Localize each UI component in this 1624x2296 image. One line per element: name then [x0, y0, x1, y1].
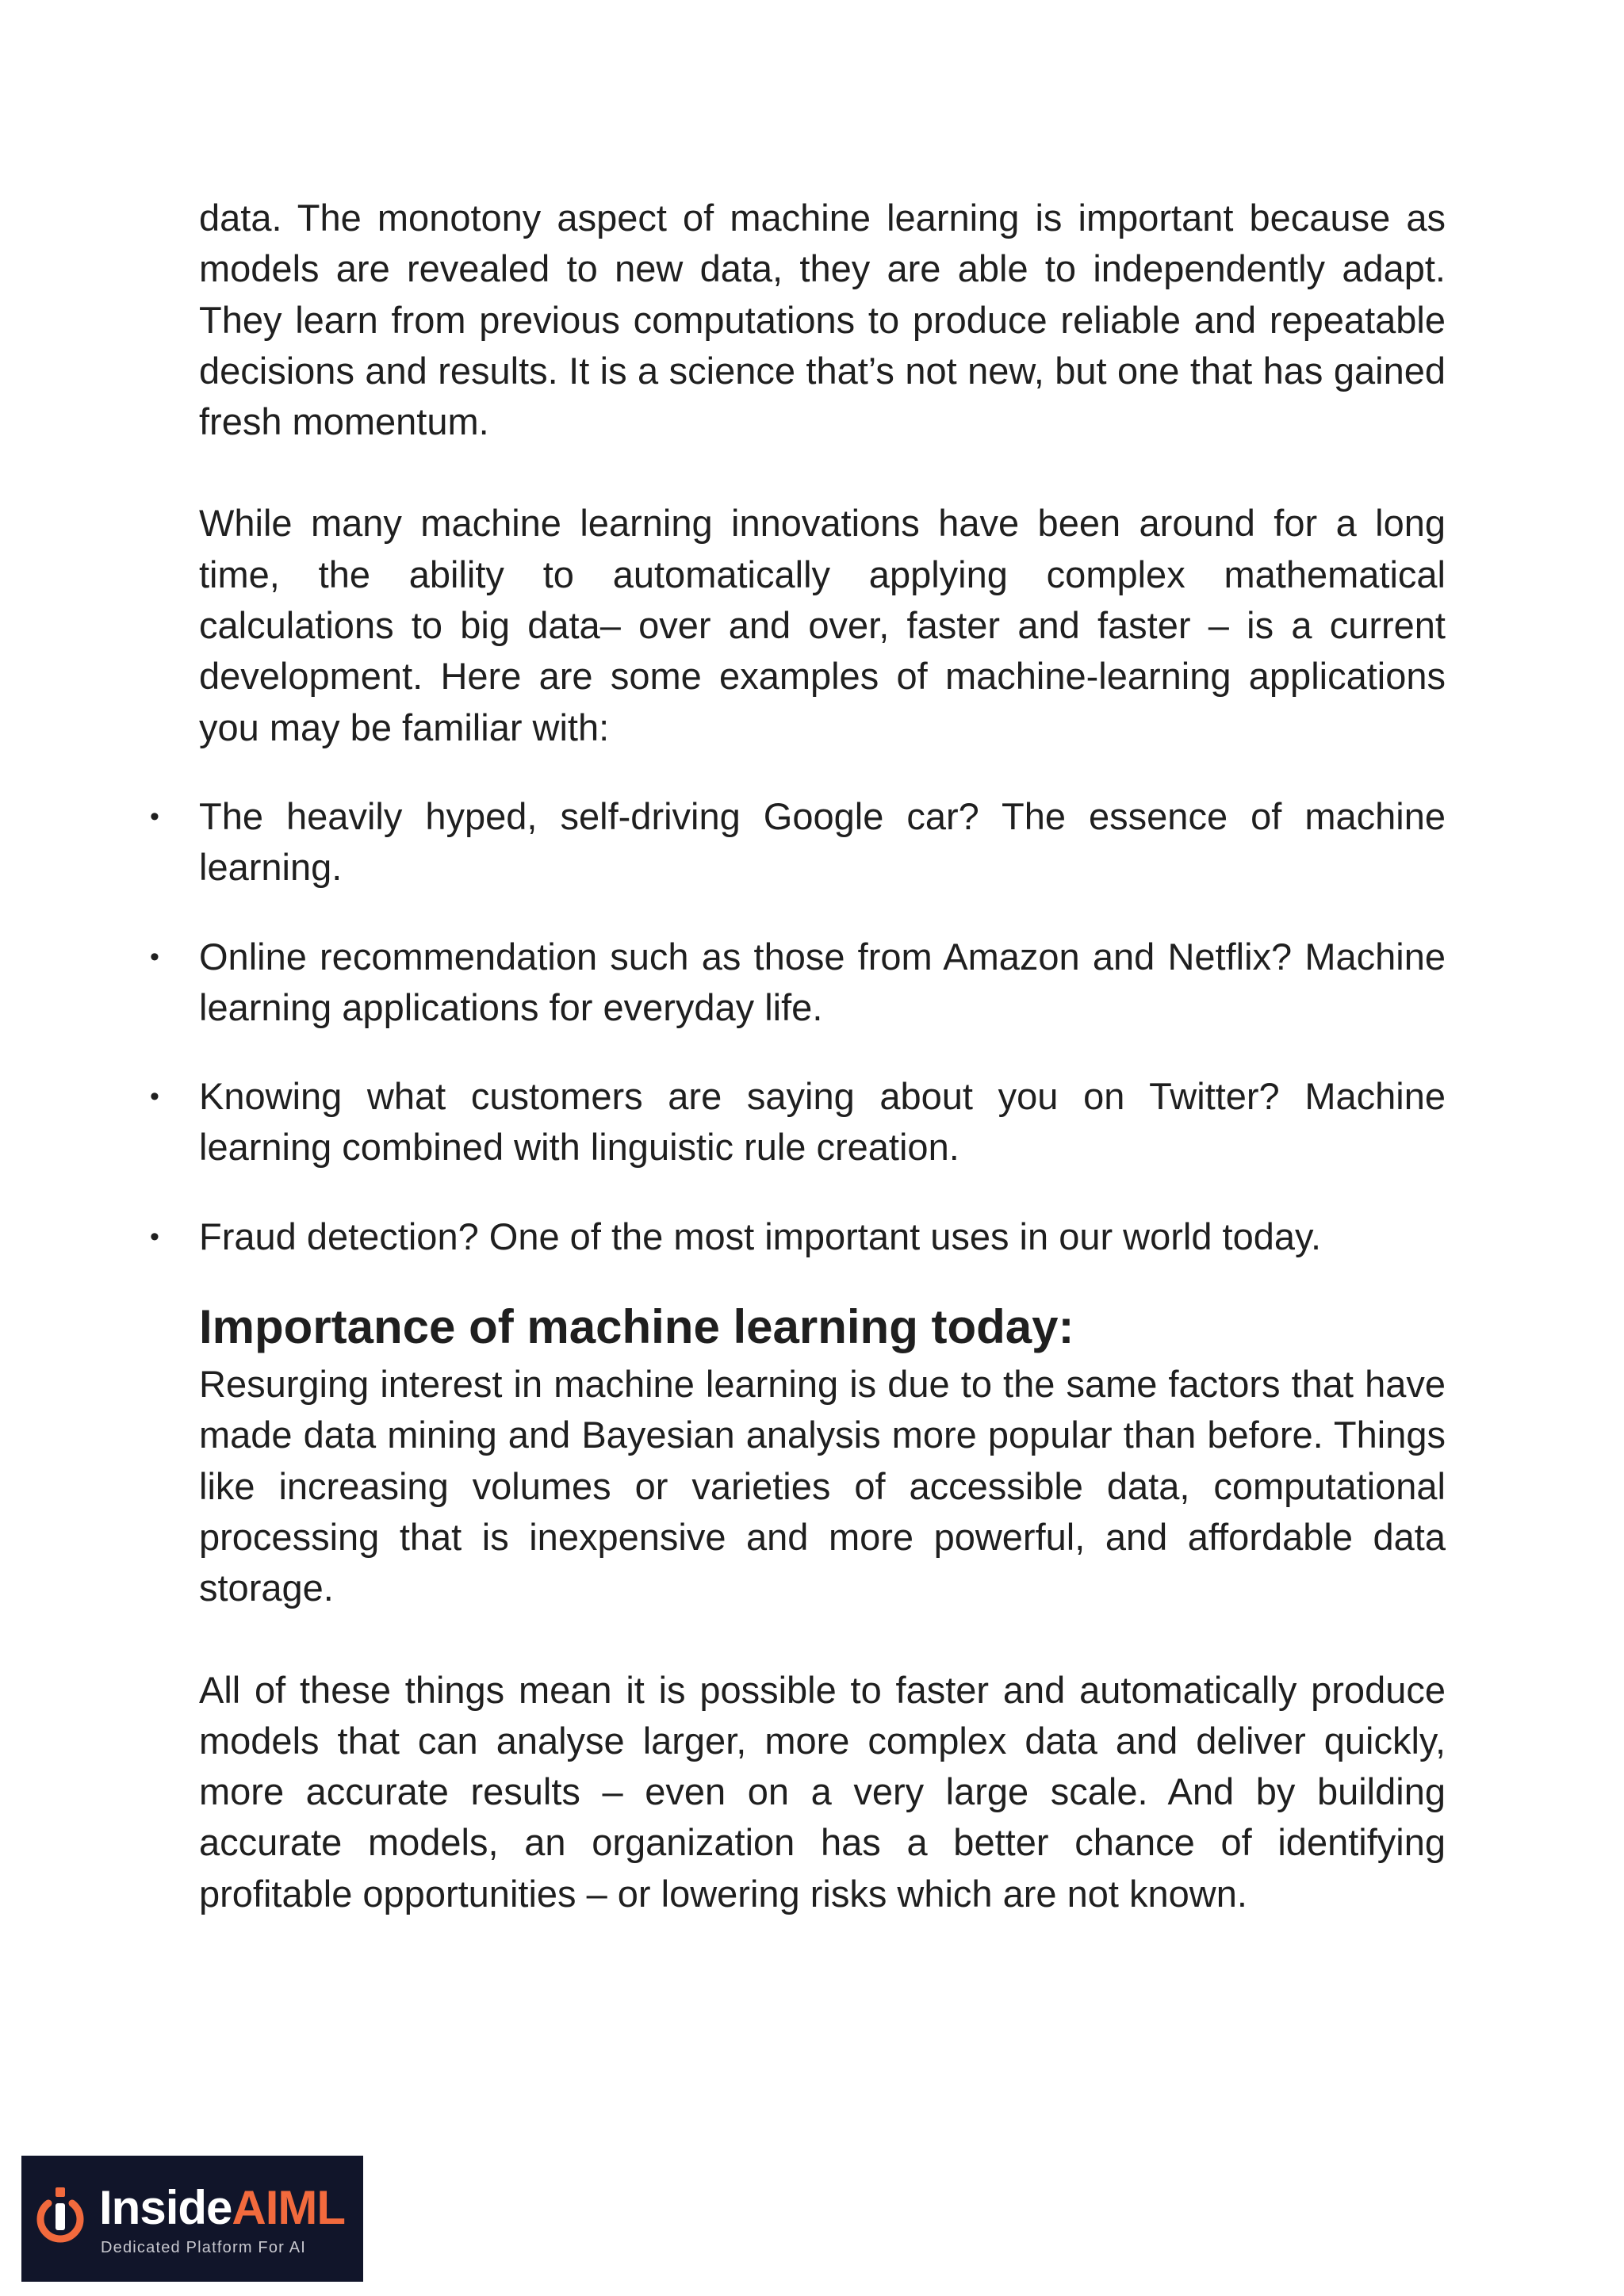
list-item-text: Knowing what customers are saying about you on Twitter? Machine learning combined with linguistic rule creation.	[199, 1075, 1446, 1169]
insideaiml-power-icon	[36, 2186, 85, 2249]
bullet-icon: •	[150, 1221, 159, 1252]
bullet-icon: •	[150, 941, 159, 972]
list-item	[150, 1211, 1446, 1262]
list-item	[150, 791, 1446, 894]
paragraph-faster-models: All of these things mean it is possible to faster and automatically produce models that can analyse larger, more complex data and deliver quickly, more accurate results – even on a very large scale. And by building accurate models, an organization has a better chance of identifying profitable opportunities – or lowering risks which are not known.	[199, 1668, 1446, 1915]
logo-word-inside: Inside	[99, 2181, 232, 2234]
bullet-icon: •	[150, 801, 159, 832]
list-item-text: The heavily hyped, self-driving Google car? The essence of machine learning.	[199, 794, 1446, 889]
list-item-text: Online recommendation such as those from Amazon and Netflix? Machine learning applications for everyday life.	[199, 935, 1446, 1028]
list-item	[150, 1071, 1446, 1173]
paragraph-resurging-interest: Resurging interest in machine learning is due to the same factors that have made data mining and Bayesian analysis more popular than before. Things like increasing volumes or varieties of accessible data, computational processing that is inexpensive and more powerful, and affordable data storage.	[199, 1363, 1446, 1609]
bullet-icon: •	[150, 1081, 159, 1112]
list-item-text: Fraud detection? One of the most important uses in our world today.	[199, 1215, 1322, 1257]
list-item	[150, 932, 1446, 1034]
section-heading: Importance of machine learning today:	[199, 1300, 1074, 1354]
examples-list	[150, 791, 1446, 1262]
logo-wordmark	[99, 2183, 345, 2233]
paragraph-monotony: data. The monotony aspect of machine learning is important because as models are revealed to new data, they are able to independently adapt. They learn from previous computations to produce reliable and repeatable decisions and results. It is a science that’s not new, but one that has gained fresh momentum.	[199, 197, 1446, 443]
paragraph-innovations: While many machine learning innovations have been around for a long time, the ability to automatically applying complex mathematical calculations to big data– over and over, faster and faster – is a current development. Here are some examples of machine-learning applications you may be familiar with:	[199, 502, 1446, 748]
document-body	[150, 193, 1446, 1919]
logo-word-aiml: AIML	[232, 2181, 346, 2234]
logo-tagline: Dedicated Platform For AI	[101, 2239, 306, 2256]
insideaiml-logo	[21, 2156, 363, 2282]
